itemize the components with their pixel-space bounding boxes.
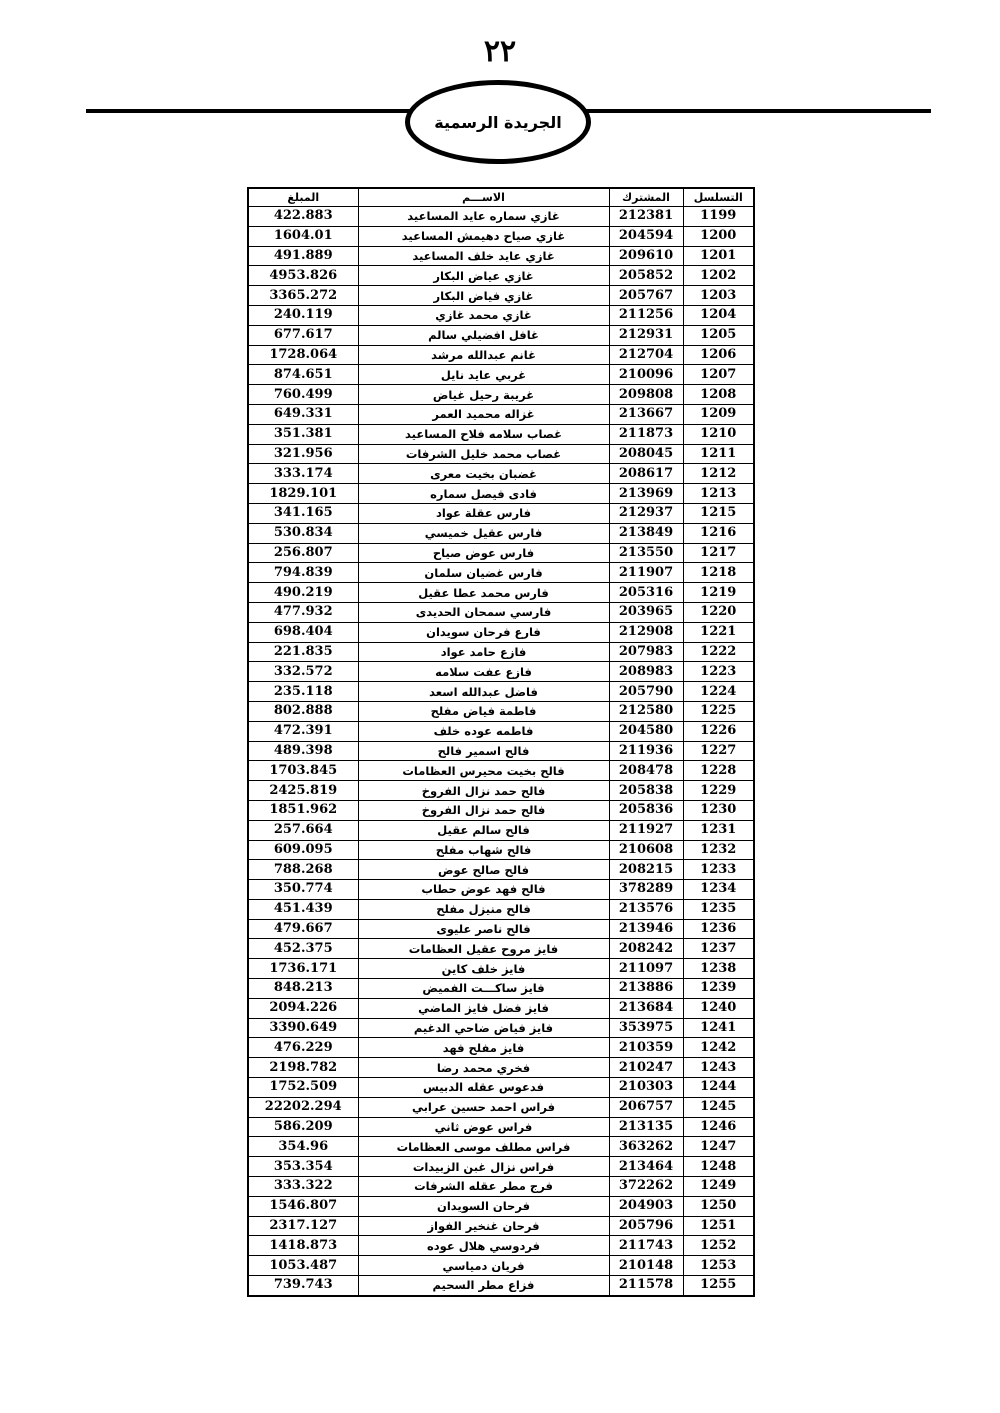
amount-cell: 235.118 xyxy=(248,682,358,702)
name-cell: غصاب محمد خليل الشرفات xyxy=(358,444,609,464)
name-cell: فايز مروح عقيل العظامات xyxy=(358,939,609,959)
subscriber-cell: 213849 xyxy=(609,523,683,543)
table-row xyxy=(248,701,754,721)
name-cell: غازي سماره عايد المساعيد xyxy=(358,207,609,227)
amount-cell: 739.743 xyxy=(248,1276,358,1296)
serial-cell: 1234 xyxy=(683,880,754,900)
serial-cell: 1243 xyxy=(683,1058,754,1078)
name-cell: غازي صياح دهيمش المساعيد xyxy=(358,226,609,246)
table-row xyxy=(248,424,754,444)
serial-cell: 1252 xyxy=(683,1236,754,1256)
serial-cell: 1242 xyxy=(683,1038,754,1058)
subscriber-cell: 205767 xyxy=(609,286,683,306)
amount-cell: 321.956 xyxy=(248,444,358,464)
table-row xyxy=(248,741,754,761)
name-cell: فاطمه عوده خلف xyxy=(358,721,609,741)
name-cell: فازع عفت سلامه xyxy=(358,662,609,682)
amount-cell: 451.439 xyxy=(248,899,358,919)
serial-cell: 1215 xyxy=(683,503,754,523)
table-row xyxy=(248,1038,754,1058)
table-row xyxy=(248,345,754,365)
table-row xyxy=(248,880,754,900)
amount-cell: 351.381 xyxy=(248,424,358,444)
table-row xyxy=(248,286,754,306)
amount-cell: 794.839 xyxy=(248,563,358,583)
subscriber-cell: 211873 xyxy=(609,424,683,444)
amount-cell: 677.617 xyxy=(248,325,358,345)
table-row xyxy=(248,959,754,979)
table-row xyxy=(248,325,754,345)
name-cell: فالح اسمير فالح xyxy=(358,741,609,761)
subscriber-cell: 205852 xyxy=(609,266,683,286)
amount-cell: 1546.807 xyxy=(248,1196,358,1216)
name-cell: فالح فهد عوض حطاب xyxy=(358,880,609,900)
amount-cell: 802.888 xyxy=(248,701,358,721)
amount-cell: 256.807 xyxy=(248,543,358,563)
serial-cell: 1240 xyxy=(683,998,754,1018)
subscriber-cell: 208215 xyxy=(609,860,683,880)
table-row xyxy=(248,563,754,583)
table-row xyxy=(248,266,754,286)
name-cell: فايز خلف كاين xyxy=(358,959,609,979)
name-cell: غانم عبدالله مرشد xyxy=(358,345,609,365)
table-row xyxy=(248,1097,754,1117)
table-row xyxy=(248,840,754,860)
table-row xyxy=(248,899,754,919)
amount-cell: 354.96 xyxy=(248,1137,358,1157)
table-row xyxy=(248,1157,754,1177)
name-cell: فزاع مطر السحيم xyxy=(358,1276,609,1296)
table-row xyxy=(248,1256,754,1276)
subscriber-cell: 212381 xyxy=(609,207,683,227)
table-row xyxy=(248,602,754,622)
subscriber-cell: 205838 xyxy=(609,781,683,801)
table-row xyxy=(248,1058,754,1078)
name-cell: فايز فياض ضاحي الدغيم xyxy=(358,1018,609,1038)
serial-cell: 1216 xyxy=(683,523,754,543)
subscriber-cell: 209808 xyxy=(609,385,683,405)
subscriber-cell: 210303 xyxy=(609,1078,683,1098)
amount-cell: 422.883 xyxy=(248,207,358,227)
amount-cell: 586.209 xyxy=(248,1117,358,1137)
subscriber-cell: 213684 xyxy=(609,998,683,1018)
name-cell: فالح حمد نزال الفروخ xyxy=(358,800,609,820)
name-cell: غضبان بخيت معرى xyxy=(358,464,609,484)
subscriber-cell: 203965 xyxy=(609,602,683,622)
serial-cell: 1223 xyxy=(683,662,754,682)
name-cell: فردوسي هلال عوده xyxy=(358,1236,609,1256)
table-row xyxy=(248,721,754,741)
table-row xyxy=(248,484,754,504)
serial-cell: 1246 xyxy=(683,1117,754,1137)
amount-cell: 3365.272 xyxy=(248,286,358,306)
serial-cell: 1224 xyxy=(683,682,754,702)
table-row xyxy=(248,1117,754,1137)
subscriber-cell: 210359 xyxy=(609,1038,683,1058)
amount-cell: 1703.845 xyxy=(248,761,358,781)
subscriber-cell: 206757 xyxy=(609,1097,683,1117)
serial-cell: 1250 xyxy=(683,1196,754,1216)
name-cell: فالح شهاب مفلح xyxy=(358,840,609,860)
table-row xyxy=(248,464,754,484)
serial-cell: 1213 xyxy=(683,484,754,504)
serial-cell: 1248 xyxy=(683,1157,754,1177)
subscriber-cell: 211097 xyxy=(609,959,683,979)
name-cell: فالح صالح عوض xyxy=(358,860,609,880)
name-cell: فارس محمد عطا عقيل xyxy=(358,583,609,603)
name-cell: فرحان السويدان xyxy=(358,1196,609,1216)
name-cell: فارس عوض صياح xyxy=(358,543,609,563)
subscriber-cell: 213576 xyxy=(609,899,683,919)
name-cell: غازي عايد خلف المساعيد xyxy=(358,246,609,266)
serial-cell: 1222 xyxy=(683,642,754,662)
subscriber-cell: 211578 xyxy=(609,1276,683,1296)
amount-cell: 350.774 xyxy=(248,880,358,900)
amount-cell: 3390.649 xyxy=(248,1018,358,1038)
amount-cell: 257.664 xyxy=(248,820,358,840)
subscriber-cell: 205796 xyxy=(609,1216,683,1236)
serial-cell: 1236 xyxy=(683,919,754,939)
amount-cell: 476.229 xyxy=(248,1038,358,1058)
header-amount: المبلغ xyxy=(248,188,358,207)
subscriber-cell: 212937 xyxy=(609,503,683,523)
amount-cell: 341.165 xyxy=(248,503,358,523)
page-number: ٢٢ xyxy=(483,34,517,69)
serial-cell: 1209 xyxy=(683,404,754,424)
table-row xyxy=(248,662,754,682)
name-cell: فراس عوض ثاني xyxy=(358,1117,609,1137)
serial-cell: 1249 xyxy=(683,1177,754,1197)
name-cell: فاطمة فياض مفلح xyxy=(358,701,609,721)
table-row xyxy=(248,385,754,405)
serial-cell: 1217 xyxy=(683,543,754,563)
serial-cell: 1255 xyxy=(683,1276,754,1296)
table-row xyxy=(248,682,754,702)
name-cell: فارس غضيان سلمان xyxy=(358,563,609,583)
serial-cell: 1245 xyxy=(683,1097,754,1117)
table-row xyxy=(248,543,754,563)
subscriber-cell: 213667 xyxy=(609,404,683,424)
subscriber-cell: 211927 xyxy=(609,820,683,840)
subscriber-cell: 212931 xyxy=(609,325,683,345)
table-row xyxy=(248,365,754,385)
amount-cell: 609.095 xyxy=(248,840,358,860)
header-oval xyxy=(405,80,591,164)
amount-cell: 1851.962 xyxy=(248,800,358,820)
subscriber-cell: 213946 xyxy=(609,919,683,939)
amount-cell: 788.268 xyxy=(248,860,358,880)
amount-cell: 1418.873 xyxy=(248,1236,358,1256)
subscriber-cell: 363262 xyxy=(609,1137,683,1157)
name-cell: فالح حمد نزال الفروخ xyxy=(358,781,609,801)
serial-cell: 1208 xyxy=(683,385,754,405)
name-cell: فارس عقيل خميسي xyxy=(358,523,609,543)
name-cell: غربي عايد نايل xyxy=(358,365,609,385)
name-cell: فارع فرحان سويدان xyxy=(358,622,609,642)
name-cell: غازي عياض البكار xyxy=(358,266,609,286)
serial-cell: 1251 xyxy=(683,1216,754,1236)
subscriber-cell: 210608 xyxy=(609,840,683,860)
table-row xyxy=(248,939,754,959)
subscriber-cell: 213969 xyxy=(609,484,683,504)
amount-cell: 1728.064 xyxy=(248,345,358,365)
subscriber-cell: 208242 xyxy=(609,939,683,959)
amount-cell: 848.213 xyxy=(248,979,358,999)
amount-cell: 1752.509 xyxy=(248,1078,358,1098)
serial-cell: 1235 xyxy=(683,899,754,919)
amount-cell: 1736.171 xyxy=(248,959,358,979)
serial-cell: 1237 xyxy=(683,939,754,959)
table-row xyxy=(248,503,754,523)
subscriber-cell: 204594 xyxy=(609,226,683,246)
amount-cell: 698.404 xyxy=(248,622,358,642)
table-row xyxy=(248,207,754,227)
table-row xyxy=(248,1196,754,1216)
amount-cell: 2317.127 xyxy=(248,1216,358,1236)
serial-cell: 1199 xyxy=(683,207,754,227)
amount-cell: 2198.782 xyxy=(248,1058,358,1078)
table-row xyxy=(248,642,754,662)
serial-cell: 1233 xyxy=(683,860,754,880)
subscriber-cell: 211743 xyxy=(609,1236,683,1256)
amount-cell: 2425.819 xyxy=(248,781,358,801)
table-row xyxy=(248,800,754,820)
serial-cell: 1203 xyxy=(683,286,754,306)
subscriber-cell: 212908 xyxy=(609,622,683,642)
subscriber-cell: 372262 xyxy=(609,1177,683,1197)
name-cell: غصاب سلامه فلاح المساعيد xyxy=(358,424,609,444)
subscriber-cell: 210148 xyxy=(609,1256,683,1276)
subscriber-table xyxy=(247,187,755,1297)
table-row xyxy=(248,761,754,781)
amount-cell: 1053.487 xyxy=(248,1256,358,1276)
name-cell: فاضل عبدالله اسعد xyxy=(358,682,609,702)
table-row xyxy=(248,979,754,999)
name-cell: فايز ساكـــت الفميض xyxy=(358,979,609,999)
table-row xyxy=(248,444,754,464)
table-row xyxy=(248,820,754,840)
table-row xyxy=(248,1236,754,1256)
name-cell: فخري محمد رضا xyxy=(358,1058,609,1078)
subscriber-cell: 213135 xyxy=(609,1117,683,1137)
serial-cell: 1200 xyxy=(683,226,754,246)
name-cell: فراس نزال غبن الزبيدات xyxy=(358,1157,609,1177)
subscriber-cell: 204903 xyxy=(609,1196,683,1216)
serial-cell: 1232 xyxy=(683,840,754,860)
serial-cell: 1210 xyxy=(683,424,754,444)
name-cell: فالح سالم عقيل xyxy=(358,820,609,840)
name-cell: فالح بخيت محيرس العظامات xyxy=(358,761,609,781)
serial-cell: 1253 xyxy=(683,1256,754,1276)
table-row xyxy=(248,305,754,325)
name-cell: فدعوس عقله الدبيس xyxy=(358,1078,609,1098)
name-cell: فايز فضل فايز الماضي xyxy=(358,998,609,1018)
name-cell: فارس عقلة عواد xyxy=(358,503,609,523)
amount-cell: 1829.101 xyxy=(248,484,358,504)
table-header-row xyxy=(248,188,754,207)
serial-cell: 1202 xyxy=(683,266,754,286)
subscriber-cell: 378289 xyxy=(609,880,683,900)
serial-cell: 1244 xyxy=(683,1078,754,1098)
amount-cell: 332.572 xyxy=(248,662,358,682)
amount-cell: 649.331 xyxy=(248,404,358,424)
name-cell: فارسي سمحان الحديدى xyxy=(358,602,609,622)
amount-cell: 240.119 xyxy=(248,305,358,325)
header-name: الاســـم xyxy=(358,188,609,207)
table-row xyxy=(248,1216,754,1236)
serial-cell: 1207 xyxy=(683,365,754,385)
table-row xyxy=(248,246,754,266)
name-cell: فريان دمياسي xyxy=(358,1256,609,1276)
serial-cell: 1227 xyxy=(683,741,754,761)
table-row xyxy=(248,781,754,801)
name-cell: فرج مطر عقله الشرفات xyxy=(358,1177,609,1197)
subscriber-cell: 204580 xyxy=(609,721,683,741)
amount-cell: 22202.294 xyxy=(248,1097,358,1117)
name-cell: غازي محمد غازي xyxy=(358,305,609,325)
name-cell: فرحان غنخير الفواز xyxy=(358,1216,609,1236)
header-subscriber: المشترك xyxy=(609,188,683,207)
amount-cell: 874.651 xyxy=(248,365,358,385)
amount-cell: 491.889 xyxy=(248,246,358,266)
serial-cell: 1230 xyxy=(683,800,754,820)
name-cell: غافل افضيلي سالم xyxy=(358,325,609,345)
serial-cell: 1239 xyxy=(683,979,754,999)
table-row xyxy=(248,583,754,603)
serial-cell: 1247 xyxy=(683,1137,754,1157)
amount-cell: 452.375 xyxy=(248,939,358,959)
serial-cell: 1206 xyxy=(683,345,754,365)
serial-cell: 1225 xyxy=(683,701,754,721)
serial-cell: 1219 xyxy=(683,583,754,603)
subscriber-cell: 211907 xyxy=(609,563,683,583)
subscriber-cell: 208983 xyxy=(609,662,683,682)
name-cell: غازي فياض البكار xyxy=(358,286,609,306)
amount-cell: 472.391 xyxy=(248,721,358,741)
amount-cell: 530.834 xyxy=(248,523,358,543)
subscriber-cell: 205790 xyxy=(609,682,683,702)
subscriber-cell: 209610 xyxy=(609,246,683,266)
table-row xyxy=(248,523,754,543)
header-serial: التسلسل xyxy=(683,188,754,207)
subscriber-cell: 205316 xyxy=(609,583,683,603)
subscriber-cell: 207983 xyxy=(609,642,683,662)
table-row xyxy=(248,226,754,246)
amount-cell: 760.499 xyxy=(248,385,358,405)
serial-cell: 1211 xyxy=(683,444,754,464)
subscriber-cell: 210096 xyxy=(609,365,683,385)
serial-cell: 1226 xyxy=(683,721,754,741)
amount-cell: 479.667 xyxy=(248,919,358,939)
subscriber-cell: 205836 xyxy=(609,800,683,820)
serial-cell: 1220 xyxy=(683,602,754,622)
amount-cell: 477.932 xyxy=(248,602,358,622)
serial-cell: 1212 xyxy=(683,464,754,484)
subscriber-cell: 212704 xyxy=(609,345,683,365)
name-cell: فايز مفلح فهد xyxy=(358,1038,609,1058)
subscriber-cell: 353975 xyxy=(609,1018,683,1038)
amount-cell: 333.174 xyxy=(248,464,358,484)
serial-cell: 1201 xyxy=(683,246,754,266)
serial-cell: 1231 xyxy=(683,820,754,840)
table-row xyxy=(248,1137,754,1157)
gazette-title: الجريدة الرسمية xyxy=(434,112,562,132)
table-row xyxy=(248,1177,754,1197)
subscriber-cell: 213886 xyxy=(609,979,683,999)
amount-cell: 333.322 xyxy=(248,1177,358,1197)
table-row xyxy=(248,404,754,424)
serial-cell: 1205 xyxy=(683,325,754,345)
table-row xyxy=(248,919,754,939)
serial-cell: 1238 xyxy=(683,959,754,979)
subscriber-cell: 208045 xyxy=(609,444,683,464)
amount-cell: 490.219 xyxy=(248,583,358,603)
name-cell: فالح منيزل مفلح xyxy=(358,899,609,919)
serial-cell: 1218 xyxy=(683,563,754,583)
subscriber-cell: 212580 xyxy=(609,701,683,721)
subscriber-cell: 210247 xyxy=(609,1058,683,1078)
name-cell: فازع حامد عواد xyxy=(358,642,609,662)
table-row xyxy=(248,860,754,880)
table-row xyxy=(248,998,754,1018)
name-cell: فالح ناصر عليوى xyxy=(358,919,609,939)
amount-cell: 4953.826 xyxy=(248,266,358,286)
amount-cell: 489.398 xyxy=(248,741,358,761)
table-row xyxy=(248,622,754,642)
name-cell: فادى فيصل سماره xyxy=(358,484,609,504)
table-row xyxy=(248,1276,754,1296)
subscriber-cell: 211936 xyxy=(609,741,683,761)
serial-cell: 1229 xyxy=(683,781,754,801)
serial-cell: 1241 xyxy=(683,1018,754,1038)
amount-cell: 221.835 xyxy=(248,642,358,662)
table-row xyxy=(248,1018,754,1038)
subscriber-cell: 211256 xyxy=(609,305,683,325)
subscriber-cell: 208617 xyxy=(609,464,683,484)
name-cell: فراس احمد حسين عرابي xyxy=(358,1097,609,1117)
amount-cell: 1604.01 xyxy=(248,226,358,246)
subscriber-cell: 213464 xyxy=(609,1157,683,1177)
serial-cell: 1204 xyxy=(683,305,754,325)
serial-cell: 1221 xyxy=(683,622,754,642)
name-cell: غريبة رحيل غياض xyxy=(358,385,609,405)
name-cell: فراس مطلف موسى العظامات xyxy=(358,1137,609,1157)
subscriber-cell: 208478 xyxy=(609,761,683,781)
serial-cell: 1228 xyxy=(683,761,754,781)
subscriber-cell: 213550 xyxy=(609,543,683,563)
amount-cell: 353.354 xyxy=(248,1157,358,1177)
table-row xyxy=(248,1078,754,1098)
name-cell: غزاله محميد العمر xyxy=(358,404,609,424)
amount-cell: 2094.226 xyxy=(248,998,358,1018)
